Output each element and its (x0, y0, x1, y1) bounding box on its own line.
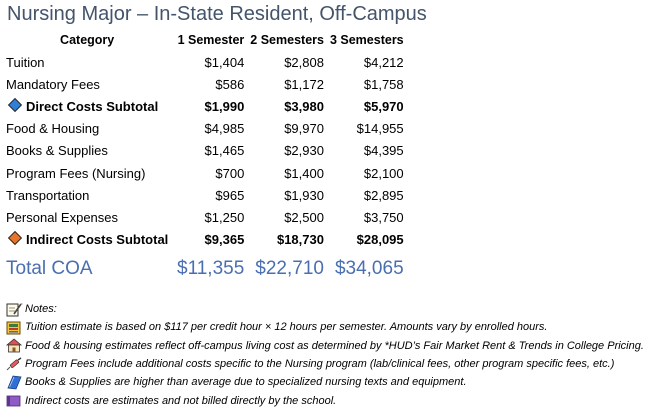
note-text: Indirect costs are estimates and not billed directly by the school. (25, 394, 337, 407)
table-row (3, 140, 407, 162)
value-2-semesters: $3,980 (284, 98, 324, 114)
row-label: Food & Housing (6, 121, 100, 137)
value-3-semesters: $3,750 (363, 209, 404, 225)
notes-heading (5, 300, 644, 318)
value-3-semesters: $5,970 (363, 98, 404, 114)
value-3-semesters: $4,395 (363, 143, 404, 159)
table-row (3, 118, 407, 140)
syringe-icon (5, 357, 23, 372)
value-1-semester: $965 (215, 187, 245, 203)
value-1-semester: $1,250 (204, 209, 245, 225)
row-label: Tuition (6, 54, 45, 70)
row-label-cell (3, 95, 171, 117)
page-title: Nursing Major – In-State Resident, Off-Campus (7, 3, 427, 25)
table-row (3, 73, 407, 95)
value-2-semesters: $2,500 (284, 209, 324, 225)
row-label: Personal Expenses (6, 209, 119, 225)
note-text: Notes: (25, 303, 57, 316)
value-2-semesters: $1,172 (284, 76, 324, 92)
value-2-semesters: $18,730 (276, 232, 324, 248)
value-2-semesters: $2,808 (284, 54, 324, 70)
note-text: Food & housing estimates reflect off-campus living cost as determined by *HUD’s Fair Market Rent & Trends in College Pricing. (25, 339, 644, 352)
note-item (5, 391, 644, 409)
note-item (5, 318, 644, 336)
purple-book-icon (5, 393, 23, 408)
total-coa-row (3, 251, 407, 283)
house-icon (5, 338, 23, 353)
blue-diamond-icon (8, 98, 22, 112)
total-2-semesters: $22,710 (255, 257, 324, 279)
note-text: Tuition estimate is based on $117 per credit hour × 12 hours per semester. Amounts vary by enrolled hours. (25, 321, 548, 334)
value-3-semesters: $1,758 (363, 76, 404, 92)
header-3-semesters: 3 Semesters (329, 32, 404, 47)
value-2-semesters: $1,930 (284, 187, 324, 203)
header-2-semesters: 2 Semesters (250, 32, 324, 47)
table-row (3, 162, 407, 184)
cost-table (3, 28, 407, 283)
value-3-semesters: $28,095 (356, 232, 404, 248)
total-1-semester: $11,355 (177, 257, 245, 279)
row-label: Direct Costs Subtotal (26, 98, 159, 114)
value-3-semesters: $2,100 (363, 165, 404, 181)
value-1-semester: $1,465 (204, 143, 245, 159)
table-header-row (3, 28, 407, 51)
value-1-semester: $1,404 (204, 54, 245, 70)
value-1-semester: $700 (215, 165, 245, 181)
indirect-costs-subtotal-row (3, 229, 407, 251)
value-2-semesters: $9,970 (284, 121, 324, 137)
value-2-semesters: $1,400 (284, 165, 324, 181)
ledger-icon (5, 320, 23, 335)
note-item (5, 337, 644, 355)
note-item (5, 373, 644, 391)
value-1-semester: $4,985 (204, 121, 245, 137)
blue-book-icon (5, 375, 23, 390)
value-1-semester: $586 (215, 76, 245, 92)
table-row (3, 206, 407, 228)
note-item (5, 355, 644, 373)
row-label: Mandatory Fees (6, 76, 100, 92)
total-3-semesters: $34,065 (334, 257, 404, 279)
header-category: Category (60, 32, 115, 47)
memo-icon (5, 302, 23, 317)
row-label: Transportation (6, 187, 90, 203)
direct-costs-subtotal-row (3, 95, 407, 117)
header-1-semester: 1 Semester (177, 32, 245, 47)
value-3-semesters: $2,895 (363, 187, 404, 203)
notes-section (5, 300, 644, 410)
table-row (3, 51, 407, 73)
note-text: Program Fees include additional costs specific to the Nursing program (lab/clinical fees, other program specific fees, etc.) (25, 358, 615, 371)
row-label: Program Fees (Nursing) (6, 165, 146, 181)
value-1-semester: $1,990 (204, 98, 245, 114)
table-row (3, 184, 407, 206)
orange-diamond-icon (8, 231, 22, 245)
value-1-semester: $9,365 (204, 232, 245, 248)
row-label: Indirect Costs Subtotal (26, 232, 169, 248)
note-text: Books & Supplies are higher than average due to specialized nursing texts and equipment. (25, 376, 467, 389)
value-3-semesters: $14,955 (356, 121, 404, 137)
row-label: Books & Supplies (6, 143, 108, 159)
value-3-semesters: $4,212 (363, 54, 404, 70)
value-2-semesters: $2,930 (284, 143, 324, 159)
row-label-cell (3, 229, 171, 251)
total-label: Total COA (6, 257, 93, 279)
